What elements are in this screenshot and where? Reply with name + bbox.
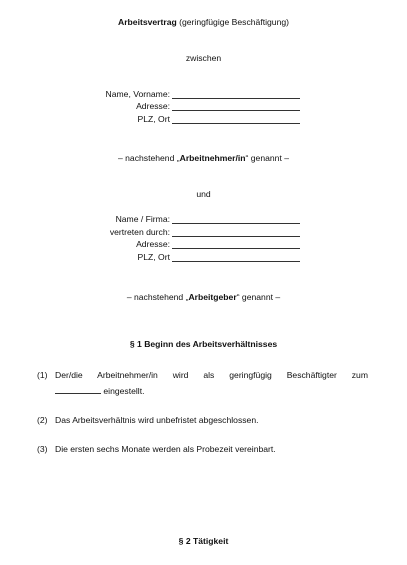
field-row-name (0, 89, 407, 100)
field-row-address (0, 101, 407, 112)
title-rest: (geringfügige Beschäftigung) (176, 17, 290, 27)
note-bold: Arbeitnehmer/in (179, 153, 246, 163)
title-bold: Arbeitsvertrag (117, 17, 177, 27)
field-row-represented (0, 227, 407, 238)
paragraph-2-text: Das Arbeitsverhältnis wird unbefristet abgeschlossen. (55, 415, 259, 425)
field-label: PLZ, Ort (137, 252, 170, 262)
paragraph-1-line-1: Der/die Arbeitnehmer/in wird als geringfügig Beschäftigter zum (55, 370, 368, 380)
fill-in-line[interactable] (172, 101, 300, 111)
paragraph-1-tail: eingestellt. (101, 386, 145, 396)
paragraph-number: (2) (37, 415, 48, 425)
field-row-employer-city (0, 252, 407, 263)
paragraph-number: (1) (37, 370, 48, 380)
field-row-city (0, 114, 407, 125)
note-suffix: “ genannt – (245, 153, 290, 163)
fill-in-line[interactable] (172, 239, 300, 249)
field-row-employer-address (0, 239, 407, 250)
zwischen-text: zwischen (185, 53, 222, 63)
note-bold: Arbeitgeber (188, 292, 237, 302)
field-label: PLZ, Ort (137, 114, 170, 124)
date-blank[interactable] (55, 385, 101, 394)
document-title (0, 17, 407, 28)
fill-in-line[interactable] (172, 114, 300, 124)
und-text: und (196, 189, 211, 199)
employee-note (0, 153, 407, 164)
note-prefix: – nachstehend „ (126, 292, 189, 302)
field-label: vertreten durch: (109, 227, 170, 237)
field-label: Adresse: (136, 239, 170, 249)
field-label: Name, Vorname: (105, 89, 170, 99)
fill-in-line[interactable] (172, 252, 300, 262)
section-2-heading: § 2 Tätigkeit (178, 536, 229, 546)
section-1-heading: § 1 Beginn des Arbeitsverhältnisses (129, 339, 278, 349)
paragraph-1-line-2 (55, 385, 368, 397)
field-label: Adresse: (136, 101, 170, 111)
fill-in-line[interactable] (172, 214, 300, 224)
fill-in-line[interactable] (172, 227, 300, 237)
paragraph-number: (3) (37, 444, 48, 454)
note-prefix: – nachstehend „ (117, 153, 180, 163)
field-row-company (0, 214, 407, 225)
paragraph-3-text: Die ersten sechs Monate werden als Probezeit vereinbart. (55, 444, 276, 454)
employer-note (0, 292, 407, 303)
note-suffix: “ genannt – (236, 292, 281, 302)
fill-in-line[interactable] (172, 89, 300, 99)
field-label: Name / Firma: (115, 214, 170, 224)
